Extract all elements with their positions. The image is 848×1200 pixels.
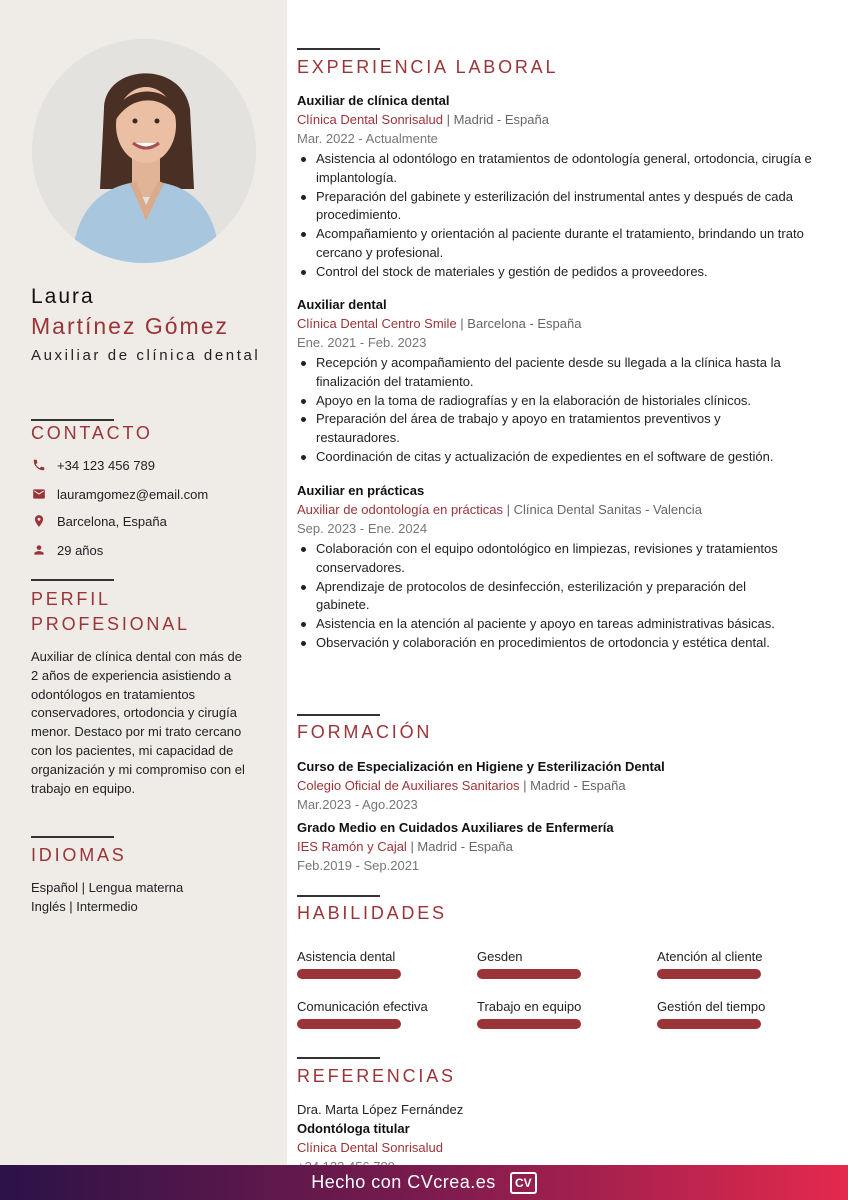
phone-text: +34 123 456 789 — [57, 457, 155, 473]
job-position: Auxiliar dental — [297, 297, 387, 312]
phone-icon — [31, 457, 47, 473]
job-bullet: Recepción y acompañamiento del paciente desde su llegada a la clínica hasta la finalización del tratamiento. — [297, 354, 807, 392]
job-bullet: Colaboración con el equipo odontológico en limpiezas, revisiones y tratamientos conservadores. — [297, 540, 787, 578]
skill-name: Asistencia dental — [297, 949, 396, 964]
job-bullet: Acompañamiento y orientación al paciente durante el tratamiento, brindando un trato cercano y profesional. — [297, 225, 827, 263]
job-bullet: Control del stock de materiales y gestión de pedidos a proveedores. — [297, 263, 827, 282]
skill-level-bar — [297, 969, 401, 979]
first-name: Laura — [31, 285, 95, 308]
education-location: | Madrid - España — [406, 839, 513, 854]
skill-name: Atención al cliente — [657, 949, 763, 964]
job-position: Auxiliar de clínica dental — [297, 93, 450, 108]
language-item: Español | Lengua materna — [31, 880, 184, 895]
skill-name: Comunicación efectiva — [297, 999, 428, 1014]
job-company-line — [297, 110, 827, 129]
job-bullet: Asistencia al odontólogo en tratamientos de odontología general, ortodoncia, cirugía e implantología. — [297, 150, 827, 188]
education-school: IES Ramón y Cajal — [297, 839, 407, 854]
languages-rule — [31, 836, 114, 838]
age-text: 29 años — [57, 542, 104, 558]
job-bullets — [297, 150, 827, 282]
experience-rule — [297, 48, 380, 50]
skill-name: Gestión del tiempo — [657, 999, 766, 1014]
experience-item — [297, 481, 827, 653]
contact-heading: CONTACTO — [31, 423, 153, 443]
footer-text[interactable]: Hecho con CVcrea.es — [311, 1172, 496, 1192]
job-bullet: Observación y colaboración en procedimientos de ortodoncia y estética dental. — [297, 634, 787, 653]
job-bullets — [297, 540, 787, 653]
references-heading: REFERENCIAS — [297, 1066, 456, 1086]
job-position: Auxiliar en prácticas — [297, 483, 425, 498]
profile-photo — [32, 39, 256, 263]
education-school-line — [297, 776, 827, 795]
skill-level-bar — [657, 969, 761, 979]
education-school: Colegio Oficial de Auxiliares Sanitarios — [297, 778, 520, 793]
languages-heading: IDIOMAS — [31, 845, 127, 865]
education-rule — [297, 714, 380, 716]
job-bullets — [297, 354, 807, 467]
sidebar — [0, 0, 287, 1165]
education-dates: Mar.2023 - Ago.2023 — [297, 797, 418, 812]
job-bullet: Apoyo en la toma de radiografías y en la elaboración de historiales clínicos. — [297, 392, 807, 411]
skills-heading: HABILIDADES — [297, 903, 447, 923]
job-location: | Barcelona - España — [456, 316, 582, 331]
job-bullet: Aprendizaje de protocolos de desinfección, esterilización y preparación del gabinete. — [297, 578, 787, 616]
education-item — [297, 757, 827, 814]
skill-name: Gesden — [477, 949, 523, 964]
skill-item — [477, 949, 581, 979]
email-text: lauramgomez@email.com — [57, 486, 209, 502]
job-dates: Ene. 2021 - Feb. 2023 — [297, 335, 427, 350]
last-name: Martínez Gómez — [31, 313, 229, 339]
languages-list — [31, 879, 246, 917]
experience-item — [297, 91, 827, 282]
email-icon — [31, 486, 47, 502]
skill-item — [297, 999, 428, 1029]
skill-level-bar — [477, 1019, 581, 1029]
skill-name: Trabajo en equipo — [477, 999, 582, 1014]
skills-rule — [297, 895, 380, 897]
job-dates: Mar. 2022 - Actualmente — [297, 131, 438, 146]
reference-company: Clínica Dental Sonrisalud — [297, 1140, 443, 1155]
reference-name: Dra. Marta López Fernández — [297, 1102, 464, 1117]
job-bullet: Coordinación de citas y actualización de expedientes en el software de gestión. — [297, 448, 807, 467]
education-title: Curso de Especialización en Higiene y Esterilización Dental — [297, 759, 665, 774]
profile-summary: Auxiliar de clínica dental con más de 2 años de experiencia asistiendo a odontólogos en tratamientos conservadores, ortodoncia y cirugía menor. Destaco por mi trato cercano con los pacientes, mi capacidad de organización y mi compromiso con el trabajo en equipo. — [31, 649, 245, 796]
job-company: Clínica Dental Centro Smile — [297, 316, 457, 331]
footer-banner[interactable] — [0, 1165, 848, 1200]
skill-item — [477, 999, 581, 1029]
experience-heading: EXPERIENCIA LABORAL — [297, 57, 559, 77]
job-company: Auxiliar de odontología en prácticas — [297, 502, 503, 517]
education-heading: FORMACIÓN — [297, 722, 433, 742]
skill-item — [297, 949, 401, 979]
contact-email — [31, 486, 208, 502]
job-bullet: Preparación del gabinete y esterilización del instrumental antes y después de cada procedimiento. — [297, 188, 827, 226]
job-title: Auxiliar de clínica dental — [31, 347, 261, 364]
reference-role: Odontóloga titular — [297, 1121, 410, 1136]
profile-rule — [31, 579, 114, 581]
profile-heading: PERFIL PROFESIONAL — [31, 589, 190, 634]
education-item — [297, 818, 827, 875]
job-location: | Madrid - España — [442, 112, 549, 127]
skill-item — [657, 949, 763, 979]
location-text: Barcelona, España — [57, 513, 167, 529]
person-icon — [31, 542, 47, 558]
references-rule — [297, 1057, 380, 1059]
location-pin-icon — [31, 513, 47, 529]
cvcrea-logo-icon: CV — [510, 1172, 537, 1194]
skill-level-bar — [657, 1019, 761, 1029]
job-location: | Clínica Dental Sanitas - Valencia — [502, 502, 702, 517]
language-item: Inglés | Intermedio — [31, 898, 138, 914]
job-company-line — [297, 314, 827, 333]
skill-level-bar — [477, 969, 581, 979]
contact-location — [31, 513, 167, 529]
job-dates: Sep. 2023 - Ene. 2024 — [297, 521, 428, 536]
education-dates: Feb.2019 - Sep.2021 — [297, 858, 420, 873]
education-school-line — [297, 837, 827, 856]
job-bullet: Preparación del área de trabajo y apoyo en tratamientos preventivos y restauradores. — [297, 410, 807, 448]
skill-item — [657, 999, 765, 1029]
experience-item — [297, 295, 827, 467]
job-company: Clínica Dental Sonrisalud — [297, 112, 443, 127]
skill-level-bar — [297, 1019, 401, 1029]
job-company-line — [297, 500, 827, 519]
education-title: Grado Medio en Cuidados Auxiliares de Enfermería — [297, 820, 614, 835]
job-bullet: Asistencia en la atención al paciente y apoyo en tareas administrativas básicas. — [297, 615, 787, 634]
contact-age — [31, 542, 103, 558]
education-location: | Madrid - España — [519, 778, 626, 793]
contact-phone — [31, 457, 155, 473]
